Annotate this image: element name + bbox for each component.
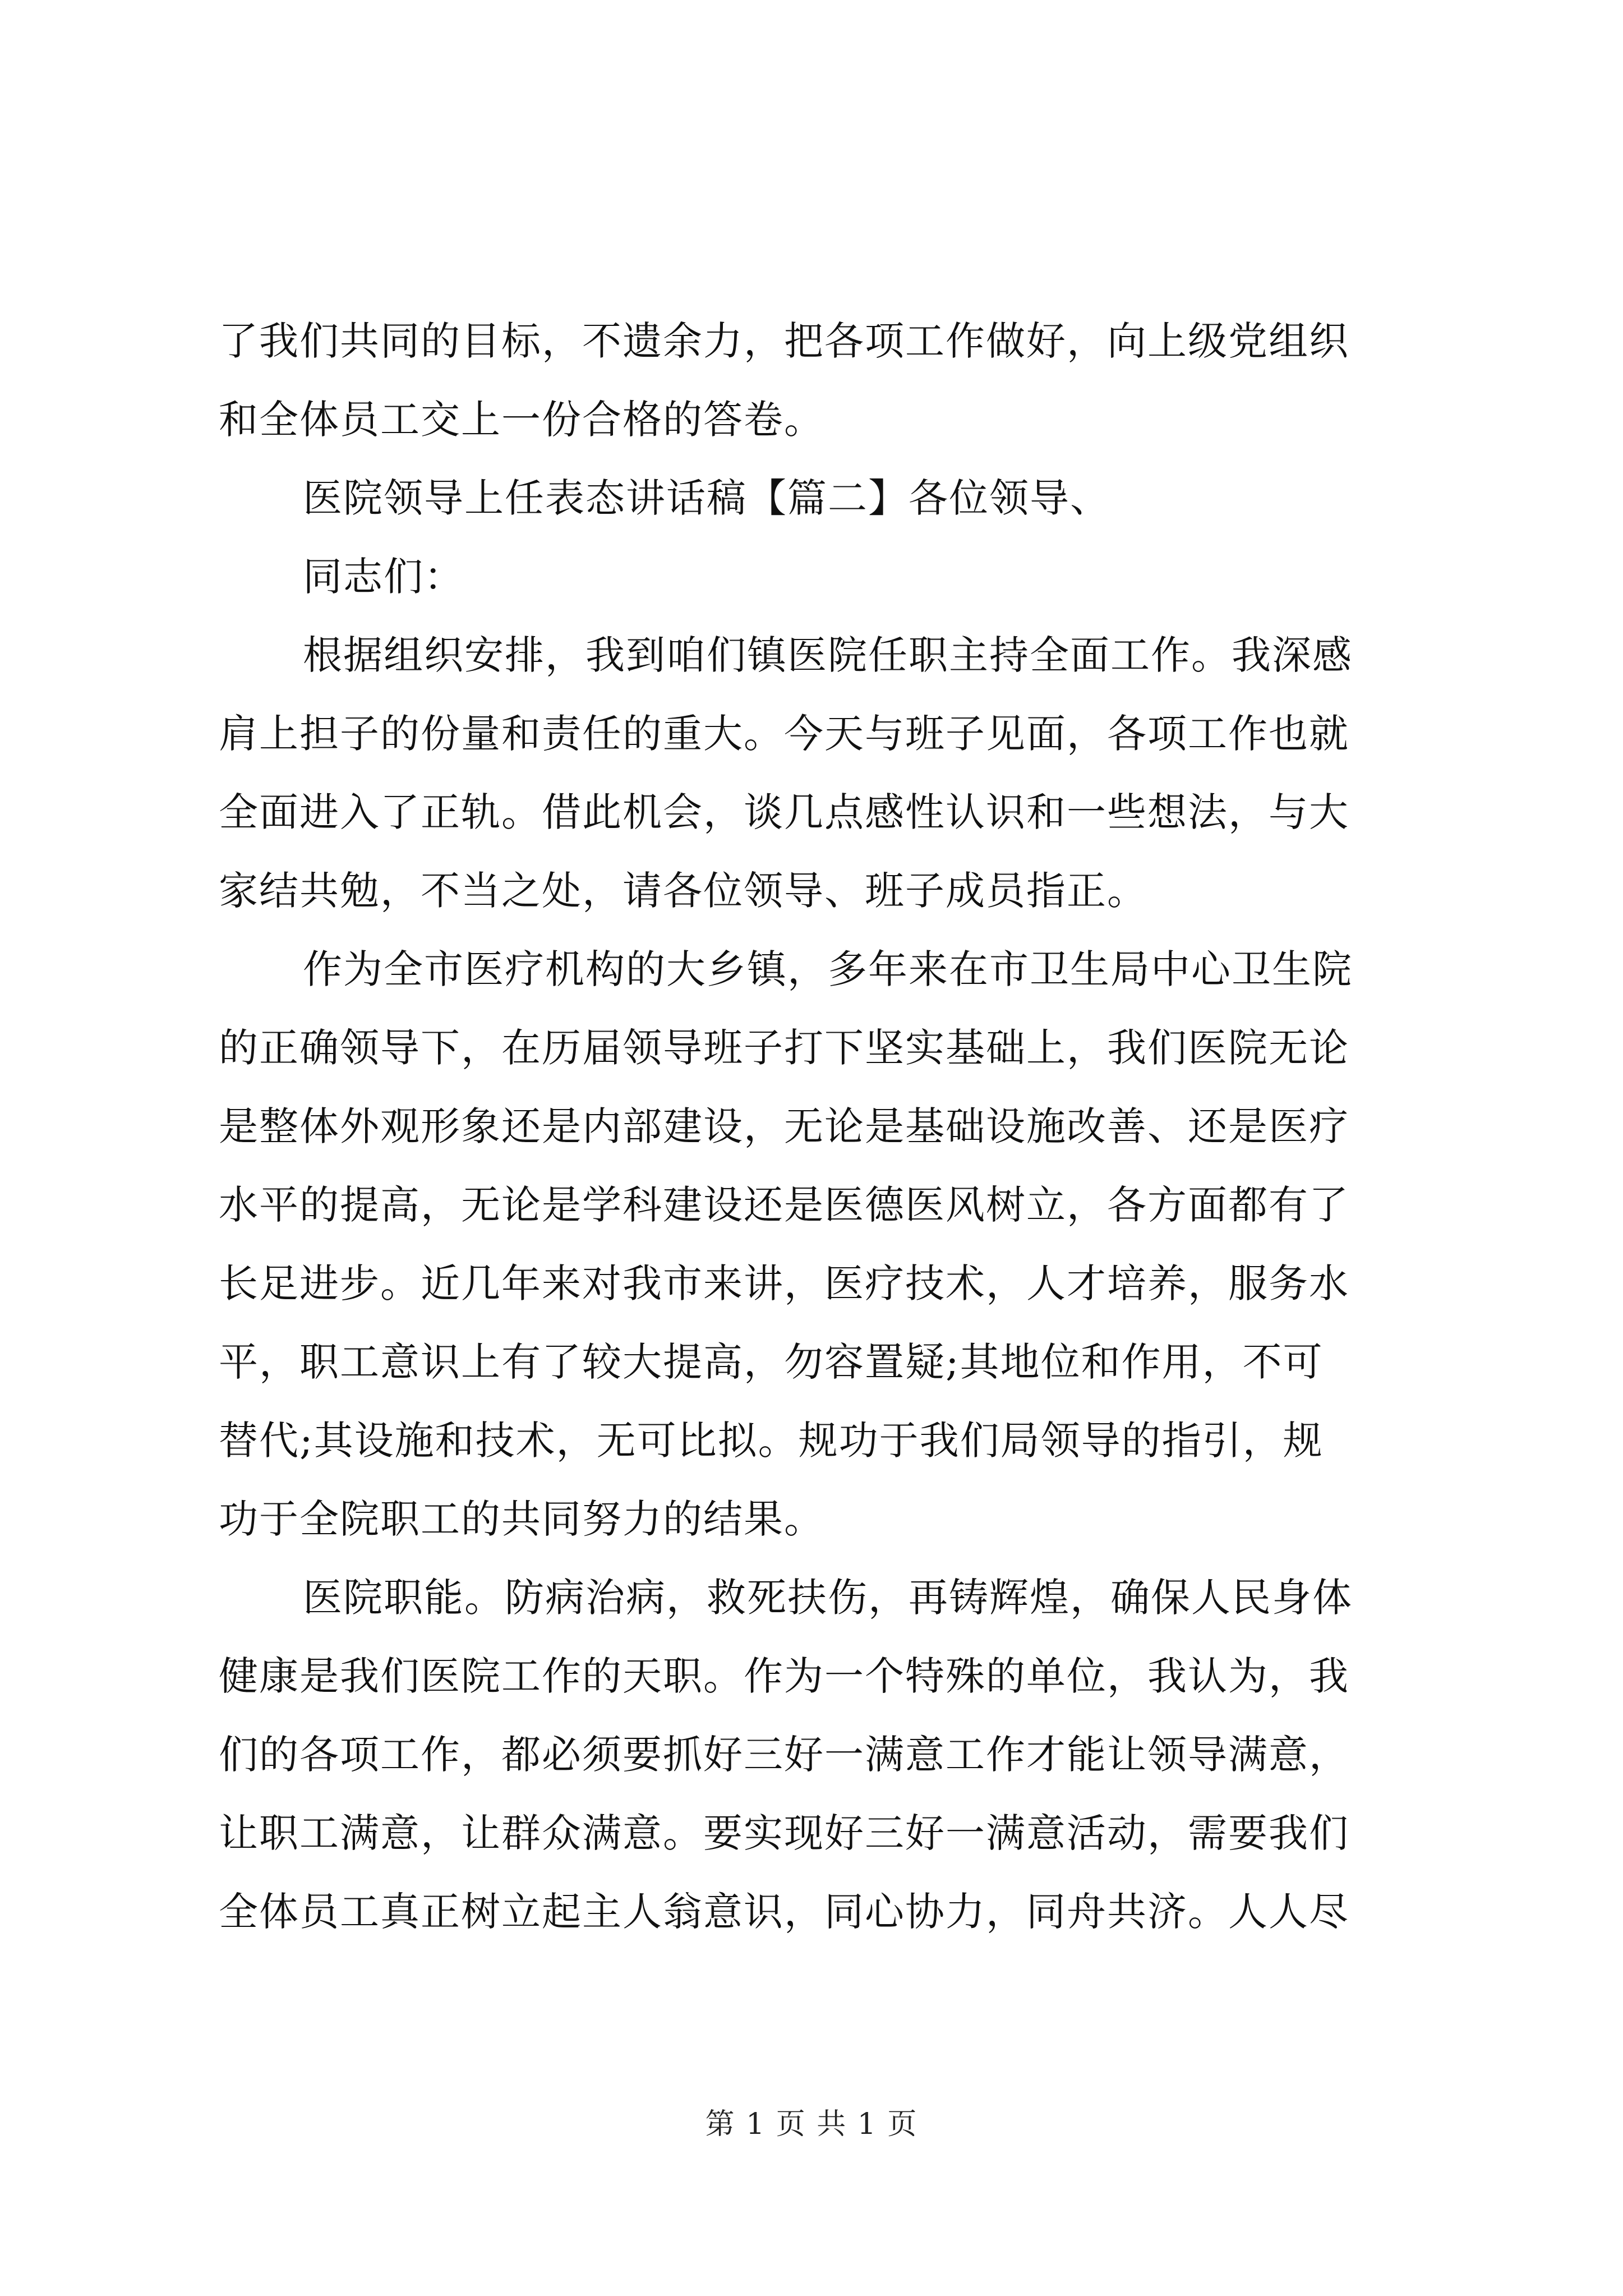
text-line: 作为全市医疗机构的大乡镇，多年来在市卫生局中心卫生院 [303,946,1353,992]
text-line: 医院职能。防病治病，救死扶伤，再铸辉煌，确保人民身体 [303,1575,1353,1621]
text-line: 健康是我们医院工作的天职。作为一个特殊的单位，我认为，我 [219,1653,1349,1699]
text-line: 和全体员工交上一份合格的答卷。 [219,397,824,443]
text-line: 全体员工真正树立起主人翁意识，同心协力，同舟共济。人人尽 [219,1889,1349,1935]
body-text [219,302,1419,1951]
text-line: 了我们共同的目标，不遗余力，把各项工作做好，向上级党组织 [219,318,1349,364]
text-line: 平，职工意识上有了较大提高，勿容置疑;其地位和作用，不可 [219,1339,1324,1385]
text-line: 水平的提高，无论是学科建设还是医德医风树立，各方面都有了 [219,1182,1349,1228]
text-line: 医院领导上任表态讲话稿【篇二】各位领导、 [303,475,1110,521]
text-line: 的正确领导下，在历届领导班子打下坚实基础上，我们医院无论 [219,1025,1349,1071]
text-line: 替代;其设施和技术，无可比拟。规功于我们局领导的指引，规 [219,1418,1324,1464]
text-line: 同志们： [303,554,464,600]
text-line: 们的各项工作，都必须要抓好三好一满意工作才能让领导满意， [219,1732,1349,1778]
text-line: 长足进步。近几年来对我市来讲，医疗技术，人才培养，服务水 [219,1260,1349,1306]
text-line: 家结共勉，不当之处，请各位领导、班子成员指正。 [219,868,1147,914]
text-line: 让职工满意，让群众满意。要实现好三好一满意活动，需要我们 [219,1810,1349,1856]
text-line: 功于全院职工的共同努力的结果。 [219,1496,824,1542]
page-footer: 第 1 页 共 1 页 [705,2108,918,2141]
text-line: 是整体外观形象还是内部建设，无论是基础设施改善、还是医疗 [219,1103,1349,1149]
text-line: 根据组织安排，我到咱们镇医院任职主持全面工作。我深感 [303,632,1353,678]
text-line: 全面进入了正轨。借此机会，谈几点感性认识和一些想法，与大 [219,789,1349,835]
text-line: 肩上担子的份量和责任的重大。今天与班子见面，各项工作也就 [219,711,1349,757]
